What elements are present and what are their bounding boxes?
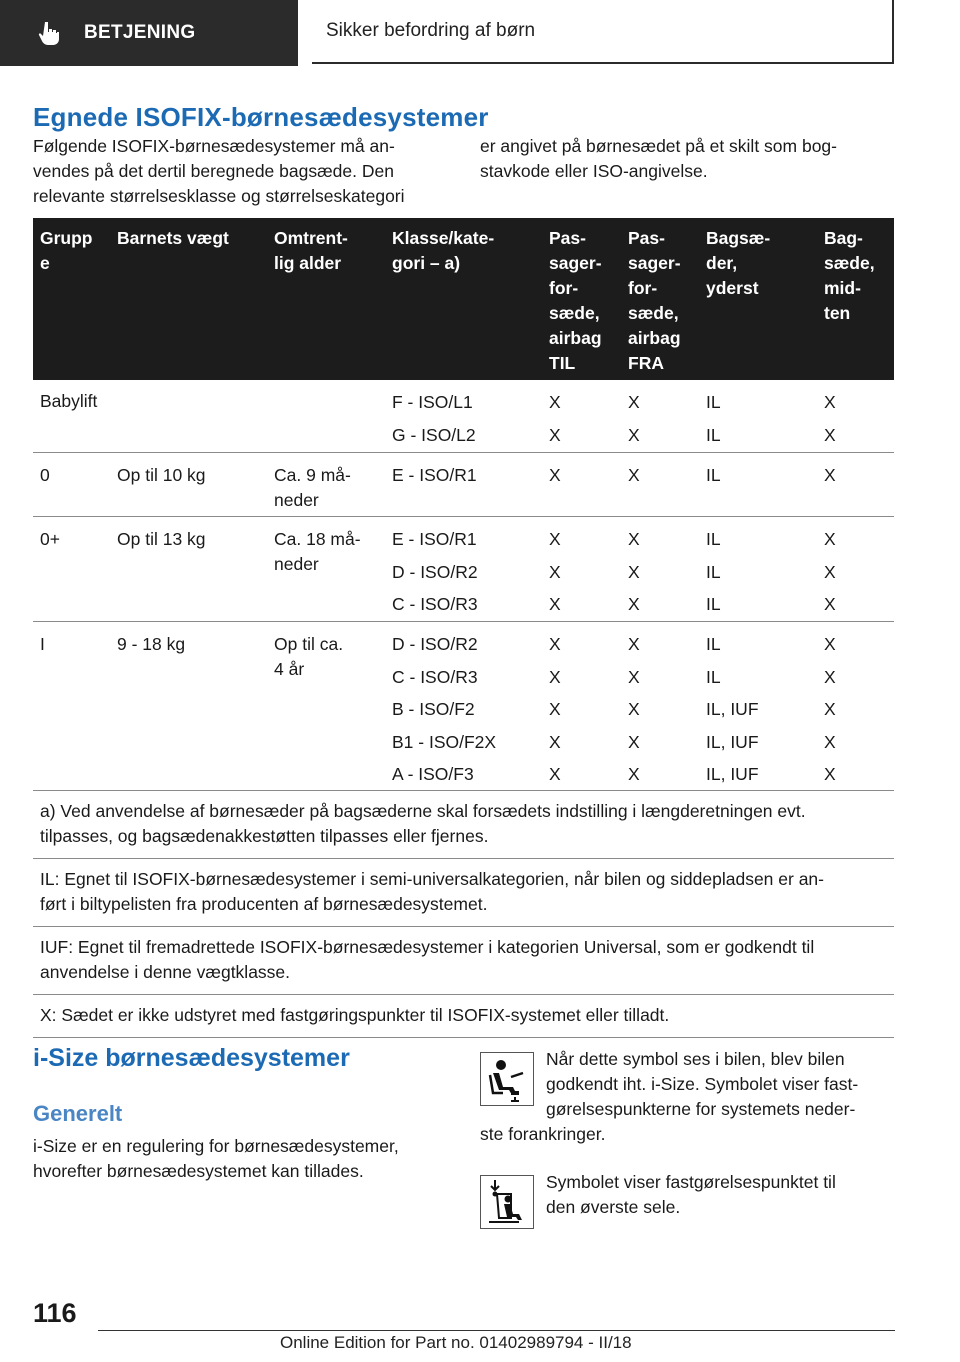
- header-text: Barnets vægt: [117, 228, 229, 248]
- header-text: TIL: [549, 353, 576, 373]
- header-text: sager-: [628, 253, 681, 273]
- cell-value: X: [824, 666, 836, 687]
- hand-pointer-icon: [36, 20, 62, 46]
- cell-value: A - ISO/F3: [392, 764, 474, 784]
- cell-value: X: [824, 594, 836, 614]
- cell-value: Ca. 18 må-: [274, 529, 361, 549]
- cell-airbag-on: [549, 386, 561, 451]
- table-row: [33, 380, 894, 453]
- cell-value: IL: [706, 666, 721, 687]
- isize-paragraph: [33, 1134, 443, 1184]
- cell-airbag-off: [628, 628, 640, 791]
- cell-value: X: [549, 594, 561, 614]
- header-weight: [117, 226, 229, 251]
- cell-group: 0: [40, 465, 50, 485]
- cell-class: E - ISO/R1: [392, 465, 477, 485]
- cell-value: X: [824, 529, 836, 549]
- header-text: e: [40, 253, 50, 273]
- header-text: Grupp: [40, 228, 93, 248]
- cell-class: [392, 523, 478, 621]
- cell-value: IL: [706, 634, 721, 654]
- cell-value: X: [628, 634, 640, 654]
- note-line: IUF: Egnet til fremadrettede ISOFIX-børnesædesystemer i kategorien Universal, som er godkendt til: [40, 937, 815, 957]
- cell-value: X: [549, 731, 561, 752]
- header-text: airbag: [628, 328, 681, 348]
- header-text: Omtrent-: [274, 228, 348, 248]
- cell-rear-middle: X: [824, 465, 836, 485]
- note-line: X: Sædet er ikke udstyret med fastgøringspunkter til ISOFIX-systemet eller tilladt.: [40, 1005, 670, 1025]
- cell-value: X: [824, 634, 836, 654]
- paragraph-line: Symbolet viser fastgørelsespunktet til: [546, 1172, 836, 1192]
- header-text: sæde,: [824, 253, 875, 273]
- symbol1-description: [480, 1047, 895, 1122]
- footer-divider: [98, 1330, 895, 1331]
- intro-line: stavkode eller ISO-angivelse.: [480, 161, 708, 181]
- header-text: gori – a): [392, 253, 461, 273]
- cell-rear-middle: [824, 523, 836, 621]
- cell-airbag-on: [549, 628, 561, 791]
- cell-weight: 9 - 18 kg: [117, 634, 186, 654]
- cell-value: X: [628, 529, 640, 549]
- cell-value: neder: [274, 554, 319, 574]
- cell-group: I: [40, 634, 45, 654]
- cell-value: X: [628, 594, 640, 614]
- cell-rear-middle: [824, 386, 836, 451]
- cell-value: X: [549, 764, 561, 784]
- cell-airbag-on: X: [549, 465, 561, 485]
- cell-airbag-off: [628, 386, 640, 451]
- cell-value: D - ISO/R2: [392, 561, 478, 582]
- intro-text-col1: [33, 134, 448, 209]
- intro-line: vendes på det dertil beregnede bagsæde. Den: [33, 161, 394, 181]
- header-text: FRA: [628, 353, 664, 373]
- cell-value: 4 år: [274, 659, 305, 679]
- page-header: [0, 0, 960, 66]
- paragraph-line: ste forankringer.: [480, 1124, 606, 1144]
- cell-value: IL, IUF: [706, 699, 759, 719]
- cell-value: B - ISO/F2: [392, 699, 475, 719]
- table-row: [33, 517, 894, 622]
- cell-rear-middle: [824, 628, 836, 791]
- intro-line: Følgende ISOFIX-børnesædesystemer må an-: [33, 136, 395, 156]
- cell-value: C - ISO/R3: [392, 594, 478, 614]
- cell-value: X: [824, 392, 836, 412]
- cell-rear-outer: [706, 523, 721, 621]
- paragraph-line: Når dette symbol ses i bilen, blev bilen: [546, 1049, 845, 1069]
- header-text: sæde,: [549, 303, 600, 323]
- section-label: BETJENING: [84, 22, 196, 43]
- header-rear-outer: [706, 226, 770, 301]
- cell-value: X: [628, 666, 640, 687]
- note-line: IL: Egnet til ISOFIX-børnesædesystemer i semi-universalkategorien, når bilen og siddepladsen er an-: [40, 869, 824, 889]
- cell-value: IL: [706, 529, 721, 549]
- cell-class: [392, 386, 476, 451]
- header-text: yderst: [706, 278, 759, 298]
- cell-value: X: [628, 561, 640, 582]
- cell-value: X: [549, 529, 561, 549]
- cell-airbag-off: X: [628, 465, 640, 485]
- cell-value: Op til ca.: [274, 634, 344, 654]
- cell-value: X: [824, 424, 836, 445]
- note-line: ført i biltypelisten fra producenten af børnesædesystemet.: [40, 894, 488, 914]
- cell-value: X: [824, 731, 836, 752]
- cell-rear-outer: [706, 628, 759, 791]
- header-text: lig alder: [274, 253, 342, 273]
- header-rear-middle: [824, 226, 875, 326]
- cell-class: [392, 628, 496, 791]
- chapter-title: Sikker befordring af børn: [326, 20, 536, 41]
- cell-value: X: [628, 764, 640, 784]
- cell-value: C - ISO/R3: [392, 666, 478, 687]
- table-header: [33, 218, 894, 380]
- intro-text-col2: [480, 134, 895, 184]
- table-row: [33, 453, 894, 517]
- cell-age: [274, 463, 351, 513]
- header-text: Pas-: [549, 228, 586, 248]
- cell-value: X: [549, 424, 561, 445]
- cell-value: X: [549, 561, 561, 582]
- cell-value: X: [549, 699, 561, 719]
- paragraph-line: i-Size er en regulering for børnesædesystemer,: [33, 1136, 399, 1156]
- table-note: [33, 859, 894, 927]
- cell-value: IL: [706, 594, 721, 614]
- section-tab: [0, 0, 298, 66]
- header-airbag-on: [549, 226, 602, 376]
- cell-value: X: [824, 699, 836, 719]
- paragraph-line: hvorefter børnesædesystemet kan tillades.: [33, 1161, 364, 1181]
- cell-value: D - ISO/R2: [392, 634, 478, 654]
- cell-value: X: [628, 424, 640, 445]
- header-text: Bag-: [824, 228, 863, 248]
- isize-heading: i-Size børnesædesystemer: [33, 1044, 350, 1072]
- cell-airbag-on: [549, 523, 561, 621]
- cell-value: IL: [706, 561, 721, 582]
- page-number: 116: [33, 1298, 77, 1328]
- table-row: [33, 622, 894, 791]
- table-note: [33, 791, 894, 859]
- paragraph-line: godkendt iht. i-Size. Symbolet viser fast-: [546, 1074, 859, 1094]
- note-line: a) Ved anvendelse af børnesæder på bagsæderne skal forsædets indstilling i længderetningen evt.: [40, 801, 806, 821]
- cell-value: X: [628, 392, 640, 412]
- header-text: Pas-: [628, 228, 665, 248]
- isize-subheading: Generelt: [33, 1101, 123, 1126]
- header-text: for-: [549, 278, 579, 298]
- header-age: [274, 226, 348, 276]
- cell-value: X: [549, 392, 561, 412]
- header-text: sager-: [549, 253, 602, 273]
- cell-value: neder: [274, 490, 319, 510]
- symbol2-description: [480, 1170, 895, 1220]
- cell-value: X: [628, 699, 640, 719]
- cell-group: 0+: [40, 529, 60, 549]
- cell-group: Babylift: [40, 391, 98, 411]
- cell-value: G - ISO/L2: [392, 424, 476, 445]
- cell-value: IL: [706, 392, 721, 412]
- header-text: der,: [706, 253, 738, 273]
- cell-value: IL: [706, 424, 721, 445]
- symbol1-description-tail: [480, 1122, 895, 1147]
- header-text: ten: [824, 303, 851, 323]
- header-airbag-off: [628, 226, 681, 376]
- header-text: mid-: [824, 278, 861, 298]
- cell-rear-outer: [706, 386, 721, 451]
- header-text: sæde,: [628, 303, 679, 323]
- note-line: tilpasses, og bagsædenakkestøtten tilpasses eller fjernes.: [40, 826, 489, 846]
- cell-age: [274, 632, 343, 682]
- cell-value: F - ISO/L1: [392, 392, 473, 412]
- cell-value: X: [549, 666, 561, 687]
- cell-value: X: [824, 764, 836, 784]
- cell-value: IL, IUF: [706, 764, 759, 784]
- cell-value: X: [628, 731, 640, 752]
- header-text: airbag: [549, 328, 602, 348]
- header-text: for-: [628, 278, 658, 298]
- note-line: anvendelse i denne vægtklasse.: [40, 962, 291, 982]
- footer-edition: Online Edition for Part no. 01402989794 - II/18: [280, 1333, 632, 1352]
- cell-age: [274, 527, 361, 577]
- intro-line: relevante størrelsesklasse og størrelseskategori: [33, 186, 405, 206]
- header-class: [392, 226, 494, 276]
- cell-value: X: [824, 561, 836, 582]
- cell-weight: Op til 13 kg: [117, 529, 206, 549]
- intro-line: er angivet på børnesædet på et skilt som bog-: [480, 136, 837, 156]
- cell-value: E - ISO/R1: [392, 529, 477, 549]
- cell-value: IL, IUF: [706, 731, 759, 752]
- paragraph-line: gørelsespunkterne for systemets neder-: [546, 1099, 856, 1119]
- chapter-box: [312, 0, 894, 64]
- cell-rear-outer: IL: [706, 465, 721, 485]
- table-note: [33, 927, 894, 995]
- isofix-table: [33, 218, 894, 1038]
- cell-airbag-off: [628, 523, 640, 621]
- cell-value: B1 - ISO/F2X: [392, 731, 497, 752]
- header-text: Klasse/kate-: [392, 228, 495, 248]
- header-group: [40, 226, 93, 276]
- cell-value: Ca. 9 må-: [274, 465, 351, 485]
- cell-value: X: [549, 634, 561, 654]
- table-note: [33, 995, 894, 1038]
- header-text: Bagsæ-: [706, 228, 771, 248]
- isofix-heading: Egnede ISOFIX-børnesædesystemer: [33, 102, 489, 132]
- paragraph-line: den øverste sele.: [546, 1197, 681, 1217]
- cell-weight: Op til 10 kg: [117, 465, 206, 485]
